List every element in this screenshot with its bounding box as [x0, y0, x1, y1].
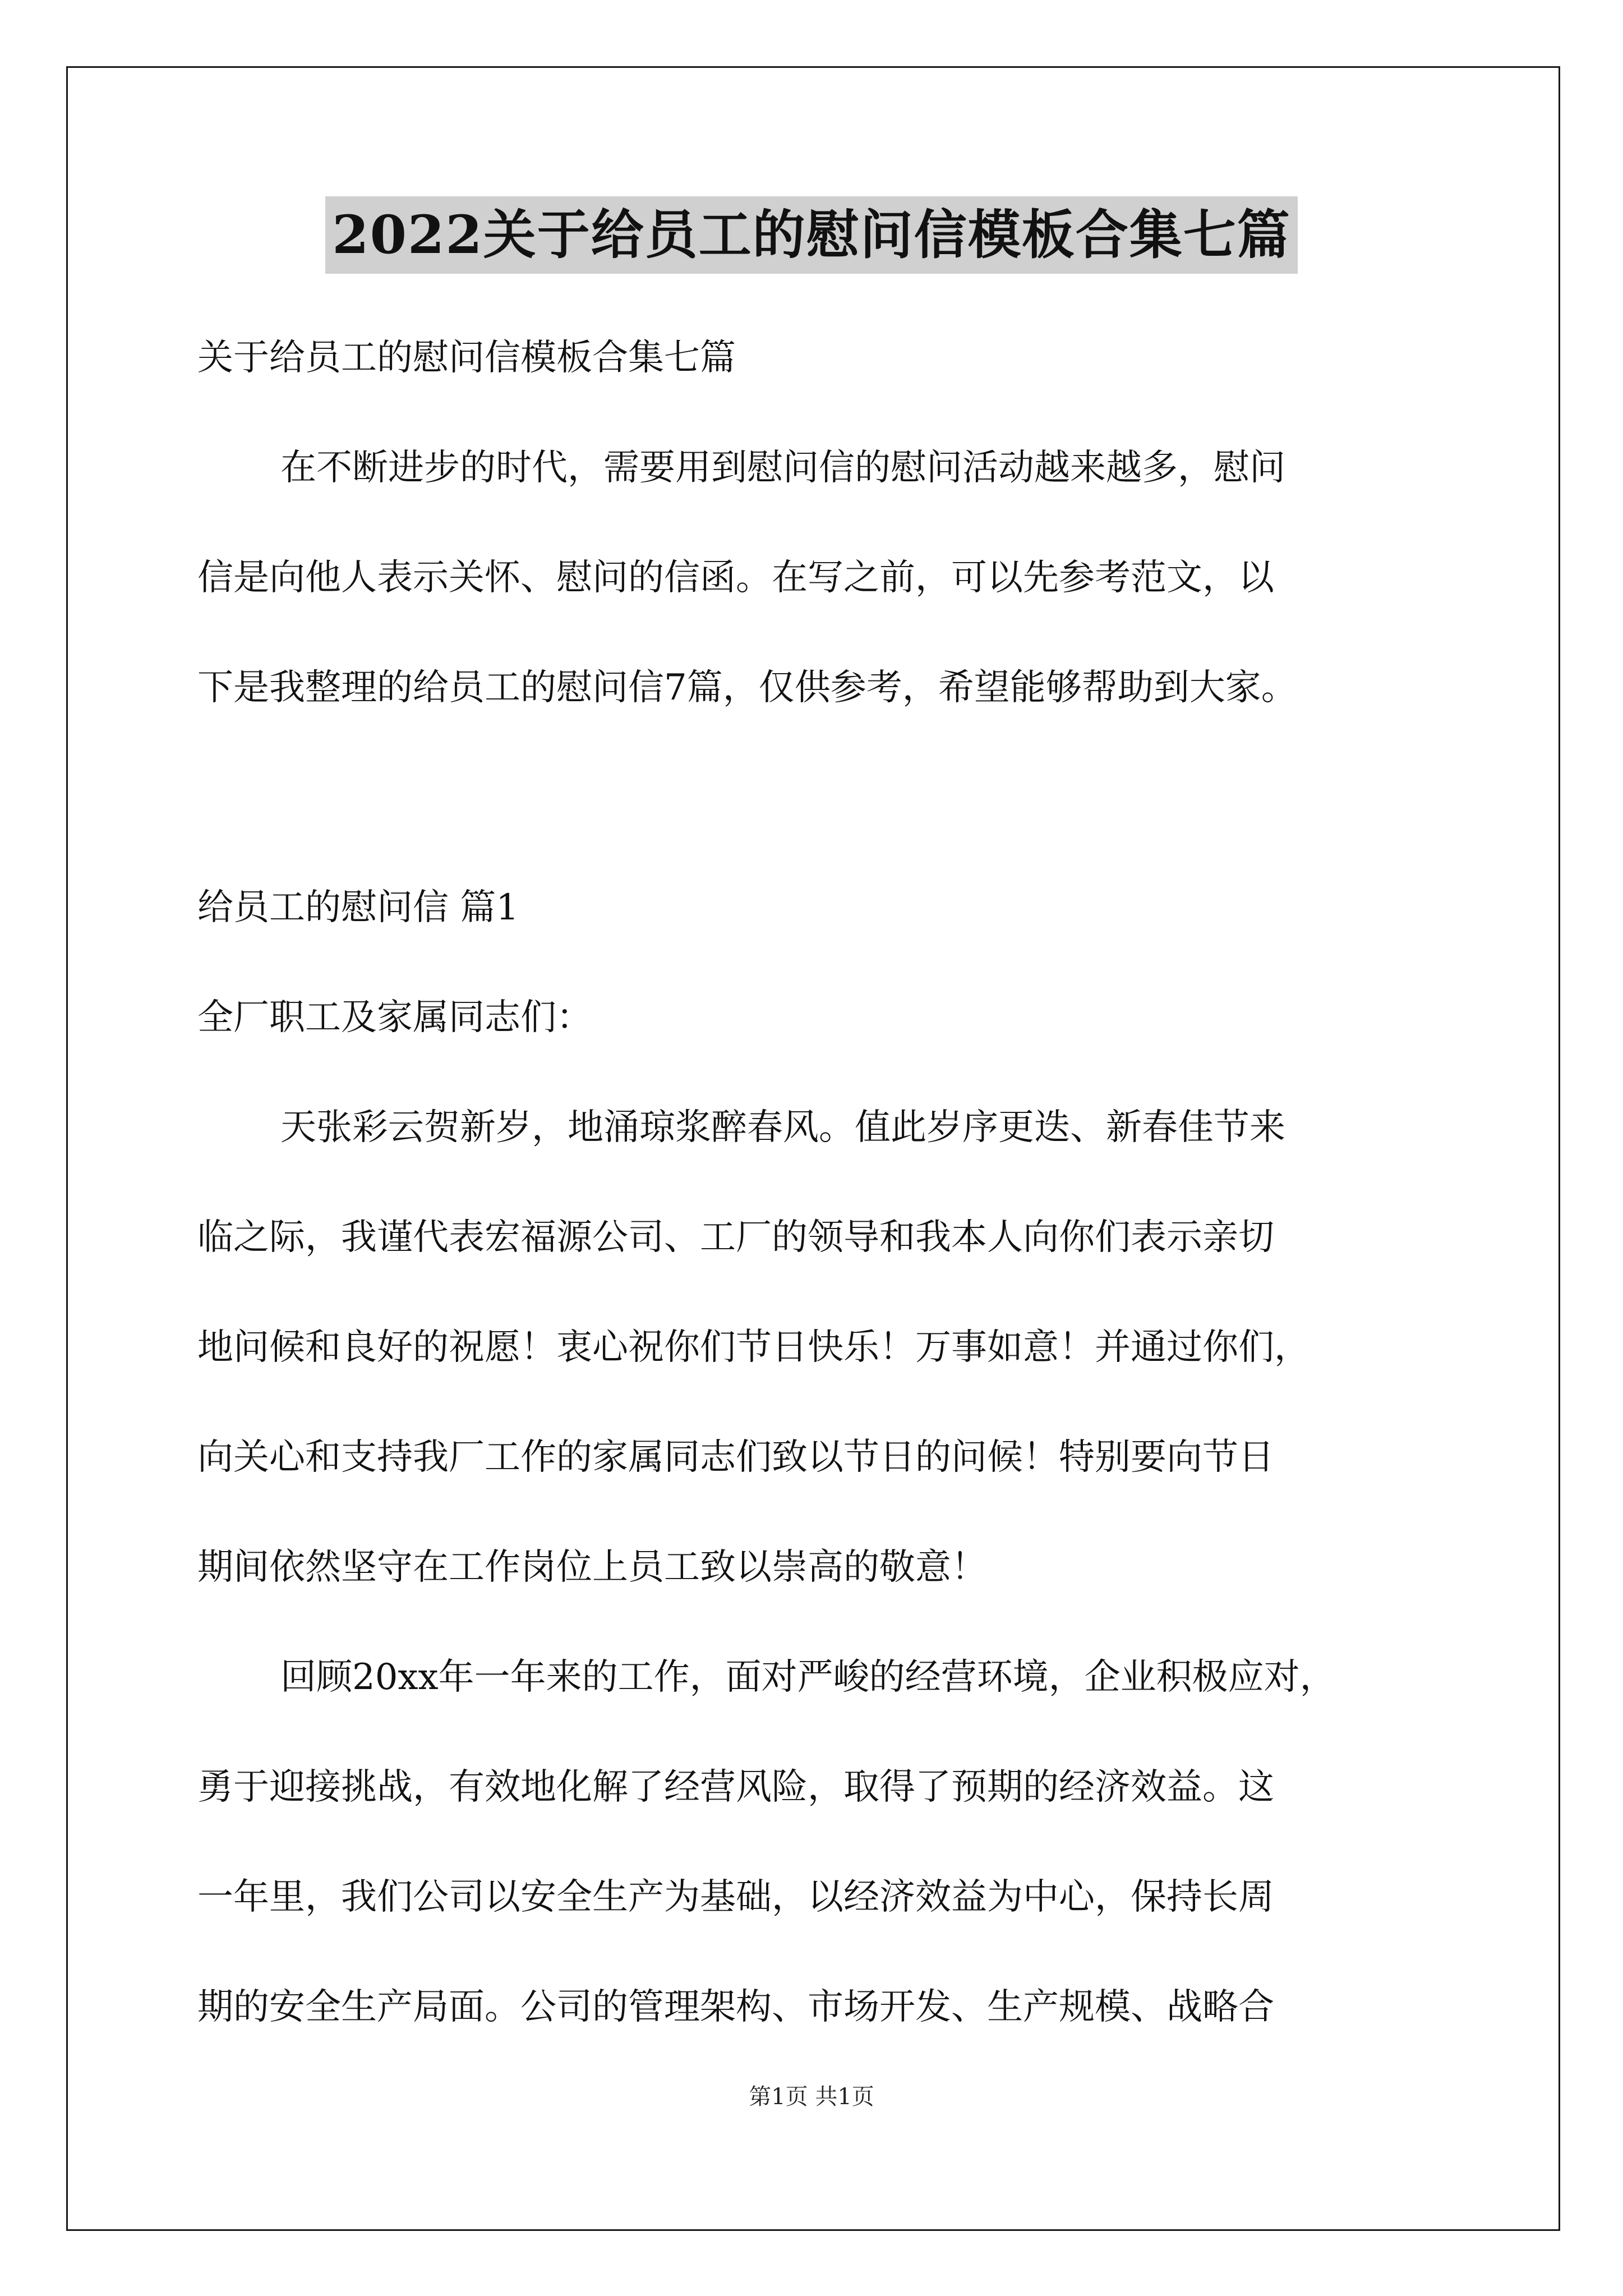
- paragraph-line: 临之际，我谨代表宏福源公司、工厂的领导和我本人向你们表示亲切: [197, 1217, 1274, 1258]
- paragraph-line: 一年里，我们公司以安全生产为基础，以经济效益为中心，保持长周: [197, 1876, 1274, 1918]
- page-footer: [0, 2080, 1623, 2114]
- page-number: 第1页 共1页: [749, 2084, 874, 2110]
- paragraph-line: 期的安全生产局面。公司的管理架构、市场开发、生产规模、战略合: [197, 1986, 1274, 2028]
- paragraph-line: 天张彩云贺新岁，地涌琼浆醉春风。值此岁序更迭、新春佳节来: [280, 1107, 1285, 1148]
- intro-line: 信是向他人表示关怀、慰问的信函。在写之前，可以先参考范文，以: [197, 557, 1274, 599]
- salutation: 全厂职工及家属同志们：: [197, 997, 592, 1038]
- document-title: 2022关于给员工的慰问信模板合集七篇: [325, 196, 1298, 274]
- document-body: [197, 303, 1426, 2062]
- paragraph-line: 地问候和良好的祝愿！衷心祝你们节日快乐！万事如意！并通过你们，: [197, 1327, 1310, 1368]
- title-container: [0, 196, 1623, 274]
- paragraph-line: 向关心和支持我厂工作的家属同志们致以节日的问候！特别要向节日: [197, 1437, 1274, 1478]
- paragraph-line: 勇于迎接挑战，有效地化解了经营风险，取得了预期的经济效益。这: [197, 1766, 1274, 1808]
- paragraph-line: 期间依然坚守在工作岗位上员工致以崇高的敬意！: [197, 1547, 987, 1588]
- intro-line: 下是我整理的给员工的慰问信7篇，仅供参考，希望能够帮助到大家。: [197, 667, 1297, 708]
- intro-line: 在不断进步的时代，需要用到慰问信的慰问活动越来越多，慰问: [280, 447, 1285, 489]
- paragraph-line: 回顾20xx年一年来的工作，面对严峻的经营环境，企业积极应对，: [280, 1657, 1336, 1698]
- subtitle: 关于给员工的慰问信模板合集七篇: [197, 337, 736, 379]
- paragraph-gap: [197, 743, 1426, 853]
- section-heading: 给员工的慰问信 篇1: [197, 887, 519, 928]
